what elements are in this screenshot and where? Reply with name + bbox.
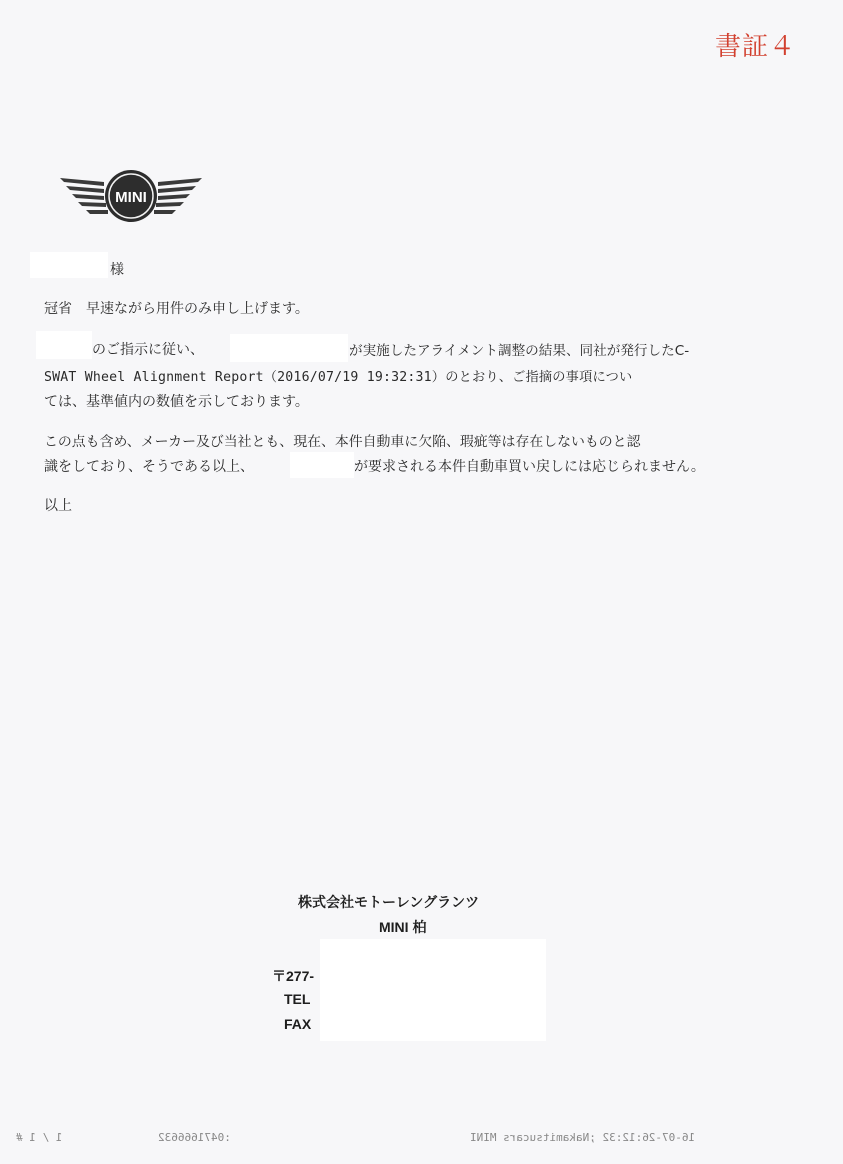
sender-branch: MINI 柏 xyxy=(379,919,427,935)
fax-footer-mid: :0471666632 xyxy=(158,1131,231,1144)
p2-line2-a: 識をしており、そうである以上、 xyxy=(44,459,254,475)
postal-code-label: 〒277- xyxy=(272,968,315,984)
p2-line1: この点も含め、メーカー及び当社とも、現在、本件自動車に欠陥、瑕疵等は存在しないものと認 xyxy=(44,434,641,450)
sender-company: 株式会社モトーレングランツ xyxy=(298,894,480,910)
fax-footer-left: 1 / 1 # xyxy=(16,1131,63,1144)
tel-label: TEL xyxy=(284,991,311,1007)
salutation: 様 xyxy=(110,262,124,278)
redacted-contact-block xyxy=(320,939,546,1041)
p1-line2: SWAT Wheel Alignment Report（2016/07/19 19:32:31）のとおり、ご指摘の事項につい xyxy=(44,370,633,385)
mini-logo xyxy=(58,168,204,224)
redacted-addressee xyxy=(30,252,108,278)
redacted-name-2 xyxy=(230,334,348,362)
p1-line3: ては、基準値内の数値を示しております。 xyxy=(44,394,309,410)
fax-label: FAX xyxy=(284,1016,312,1032)
greeting-line: 冠省 早速ながら用件のみ申し上げます。 xyxy=(44,301,309,317)
p1-line1-b: が実施したアライメント調整の結果、同社が発行したC- xyxy=(349,343,690,359)
fax-footer-right: 16-07-26:12:32 ;Nakamitsucars MINI xyxy=(470,1131,696,1144)
logo-text: MINI xyxy=(115,189,147,206)
closing: 以上 xyxy=(44,498,72,514)
p2-line2-b: が要求される本件自動車買い戻しには応じられません。 xyxy=(354,459,705,475)
redacted-name-3 xyxy=(290,452,354,478)
exhibit-label: 書証４ xyxy=(715,32,797,62)
redacted-name-1 xyxy=(36,331,92,359)
p1-line1-a: のご指示に従い、 xyxy=(92,342,204,358)
